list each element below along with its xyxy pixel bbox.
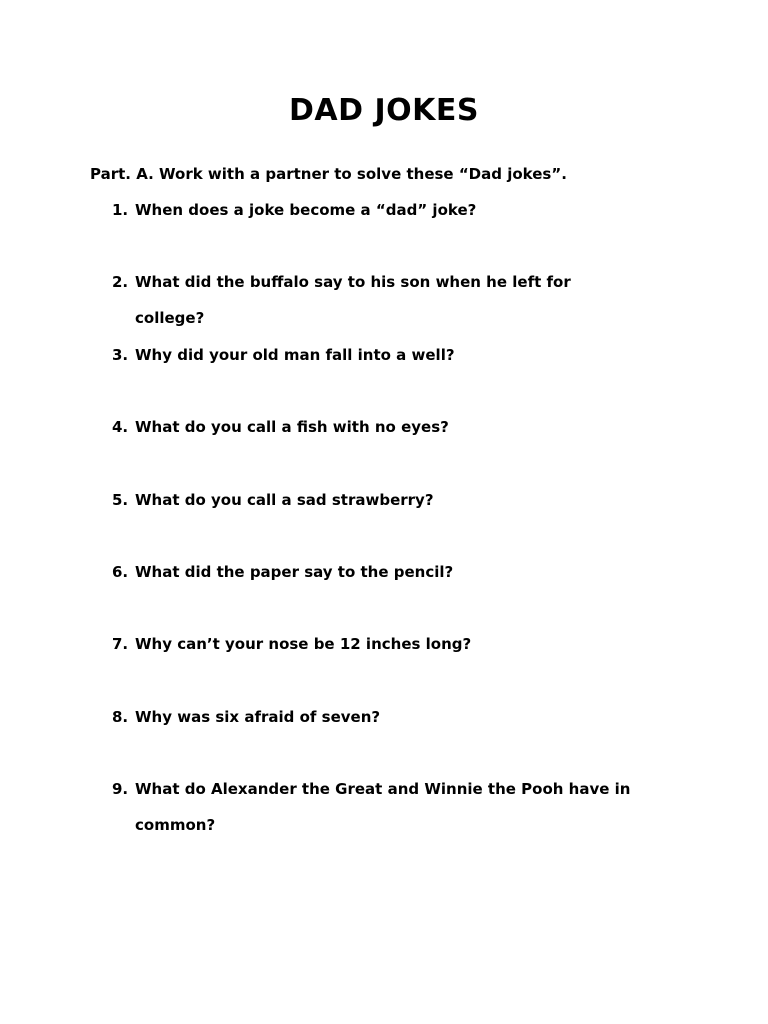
question-number: 2. (112, 273, 129, 292)
question-text: Why did your old man fall into a well? (135, 345, 455, 364)
question-number: 3. (112, 345, 129, 364)
question-item (0, 562, 768, 634)
question-item (0, 200, 768, 272)
question-text: Why can’t your nose be 12 inches long? (135, 635, 472, 654)
question-number: 1. (112, 201, 129, 219)
question-number: 5. (112, 490, 129, 509)
question-item (0, 345, 768, 417)
question-item (0, 417, 768, 489)
question-list (0, 200, 768, 852)
question-text: What do you call a sad strawberry? (135, 490, 434, 509)
question-text: What did the paper say to the pencil? (135, 562, 454, 581)
question-item (0, 490, 768, 562)
question-text: What do Alexander the Great and Winnie the Pooh have in common? (135, 780, 631, 835)
question-number: 9. (112, 780, 129, 799)
question-number: 8. (112, 707, 129, 726)
question-number: 4. (112, 418, 129, 437)
document-title: DAD JOKES (289, 93, 479, 128)
question-item (0, 272, 768, 344)
question-number: 7. (112, 635, 129, 654)
question-text: Why was six afraid of seven? (135, 707, 381, 726)
question-item (0, 779, 768, 851)
question-item (0, 634, 768, 706)
question-text: When does a joke become a “dad” joke? (135, 201, 477, 219)
question-text: What do you call a fish with no eyes? (135, 418, 449, 437)
question-item (0, 707, 768, 779)
part-a-instructions: Part. A. Work with a partner to solve these “Dad jokes”. (90, 165, 567, 183)
question-number: 6. (112, 562, 129, 581)
question-text: What did the buffalo say to his son when he left for college? (135, 273, 571, 328)
